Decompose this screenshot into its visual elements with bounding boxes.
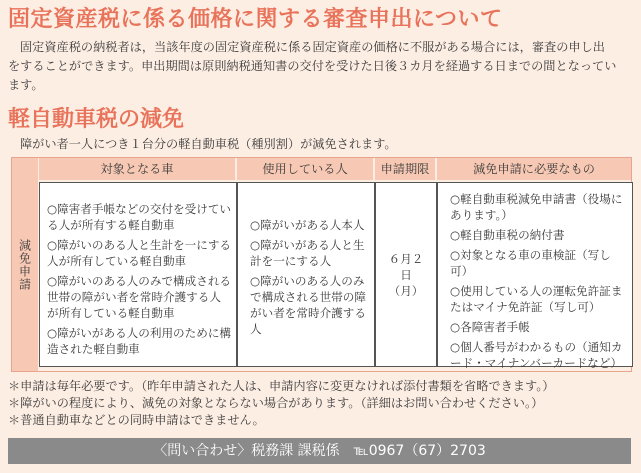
tax-reduction-subtitle: 障がい者一人につき１台分の軽自動車税（種別割）が減免されます。 — [20, 137, 397, 151]
list-item: ○障がいのある人のみで構成される世帯の障がい者を常時介護する人 — [250, 274, 366, 336]
header-user: 使用している人 — [237, 158, 373, 180]
list-item: ○障害者手帳などの交付を受けている人が所有する軽自動車 — [47, 202, 232, 232]
header-deadline: 申請期限 — [375, 158, 435, 180]
row-label — [12, 158, 38, 371]
section-title-tax-reduction: 軽自動車税の減免 — [8, 107, 185, 132]
appeal-line: ます。 — [8, 78, 44, 92]
list-item: ○障がいがある人と生計を一にする人 — [250, 238, 365, 268]
cell-user — [237, 182, 375, 367]
cell-required-items — [437, 182, 633, 370]
section-title-appeal: 固定資産税に係る価格に関する審査申出について — [8, 7, 503, 32]
list-item: ○障がいのある人と生計を一にする人が所有している軽自動車 — [47, 238, 232, 268]
row-label-text: 減免申請 — [17, 238, 32, 291]
notes — [8, 378, 634, 429]
list-item: ○障がいのある人のみで構成される世帯の障がい者を常時介護する人が所有している軽自動車 — [47, 274, 232, 320]
cell-target-vehicle — [39, 182, 237, 367]
list-item: ○障がいがある人の利用のために構造された軽自動車 — [47, 326, 232, 356]
list-item: ○使用している人の運転免許証またはマイナ免許証（写し可） — [450, 284, 623, 314]
list-item: ○個人番号がわかるもの（通知カード・マイナンバーカードなど） — [450, 340, 623, 370]
appeal-line: 固定資産税の納税者は，当該年度の固定資産税に係る固定資産の価格に不服がある場合には，審査の申し出 — [20, 40, 605, 54]
note-item: ＊申請は毎年必要です。（昨年申請された人は、申請内容に変更なければ添付書類を省略できます。） — [8, 379, 555, 393]
list-item: ○軽自動車税減免申請書（役場にあります。） — [450, 192, 623, 222]
header-required-items: 減免申請に必要なもの — [437, 158, 631, 180]
contact-footer: 〈問い合わせ〉税務課 課税係 ℡0967（67）2703 — [8, 438, 631, 464]
list-item: ○各障害者手帳 — [450, 320, 530, 334]
cell-deadline — [375, 182, 437, 367]
deadline-text: ６月２日（月） — [388, 251, 424, 298]
note-item: ＊障がいの程度により、減免の対象とならない場合があります。（詳細はお問い合わせください。） — [8, 396, 544, 410]
appeal-paragraph — [8, 38, 634, 95]
list-item: ○軽自動車税の納付書 — [450, 228, 565, 242]
appeal-line: をすることができます。申出期間は原則納税通知書の交付を受けた日後３カ月を経過する日までの間となってい — [8, 59, 617, 73]
list-item: ○対象となる車の車検証（写し可） — [450, 248, 611, 278]
note-item: ＊普通自動車などとの同時申請はできません。 — [8, 413, 265, 427]
header-target-vehicle: 対象となる車 — [39, 158, 235, 180]
list-item: ○障がいがある人本人 — [250, 218, 365, 232]
reduction-table — [11, 157, 632, 372]
